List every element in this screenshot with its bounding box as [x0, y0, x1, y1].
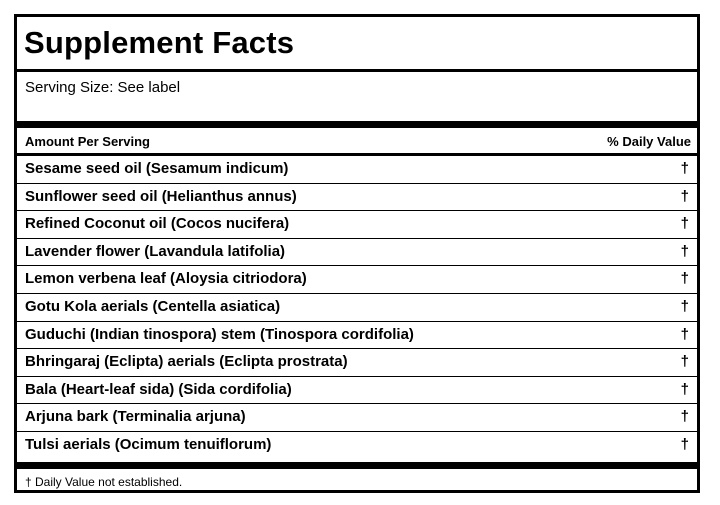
ingredient-name: Arjuna bark (Terminalia arjuna)	[25, 408, 246, 426]
ingredient-row	[17, 432, 697, 460]
ingredient-row	[17, 239, 697, 267]
ingredient-daily-value: †	[680, 187, 689, 205]
ingredient-row	[17, 266, 697, 294]
ingredient-daily-value: †	[680, 298, 689, 315]
ingredient-daily-value: †	[680, 436, 689, 453]
ingredient-daily-value: †	[680, 215, 689, 233]
amount-per-serving-header: Amount Per Serving	[25, 134, 150, 149]
ingredient-name: Refined Coconut oil (Cocos nucifera)	[25, 215, 290, 233]
serving-size: Serving Size: See label	[25, 79, 181, 96]
ingredient-name: Gotu Kola aerials (Centella asiatica)	[25, 298, 281, 315]
ingredient-daily-value: †	[680, 160, 689, 177]
ingredient-daily-value: †	[680, 380, 689, 398]
ingredient-row	[17, 349, 697, 377]
ingredient-daily-value: †	[680, 242, 689, 260]
ingredient-name: Guduchi (Indian tinospora) stem (Tinospora cordifolia)	[25, 325, 414, 343]
thick-divider-bottom	[17, 462, 697, 469]
ingredient-name: Tulsi aerials (Ocimum tenuiflorum)	[25, 436, 272, 453]
ingredient-row	[17, 377, 697, 405]
ingredient-daily-value: †	[680, 270, 689, 288]
ingredient-name: Bhringaraj (Eclipta) aerials (Eclipta prostrata)	[25, 353, 348, 371]
ingredient-row	[17, 211, 697, 239]
ingredient-row	[17, 156, 697, 184]
title-divider	[17, 69, 697, 72]
panel-title: Supplement Facts	[24, 25, 295, 60]
ingredient-name: Lavender flower (Lavandula latifolia)	[25, 242, 286, 260]
ingredient-daily-value: †	[680, 353, 689, 371]
ingredient-daily-value: †	[680, 408, 689, 426]
thick-divider-top	[17, 121, 697, 128]
daily-value-header: % Daily Value	[607, 134, 691, 149]
ingredient-name: Lemon verbena leaf (Aloysia citriodora)	[25, 270, 307, 288]
footnote: † Daily Value not established.	[25, 475, 183, 489]
ingredient-row	[17, 404, 697, 432]
ingredient-row	[17, 294, 697, 322]
ingredient-name: Bala (Heart-leaf sida) (Sida cordifolia)	[25, 380, 292, 398]
ingredient-daily-value: †	[680, 325, 689, 343]
ingredient-name: Sesame seed oil (Sesamum indicum)	[25, 160, 289, 177]
ingredient-row	[17, 322, 697, 350]
ingredient-row	[17, 184, 697, 212]
ingredient-name: Sunflower seed oil (Helianthus annus)	[25, 187, 297, 205]
supplement-facts-panel	[14, 14, 700, 493]
